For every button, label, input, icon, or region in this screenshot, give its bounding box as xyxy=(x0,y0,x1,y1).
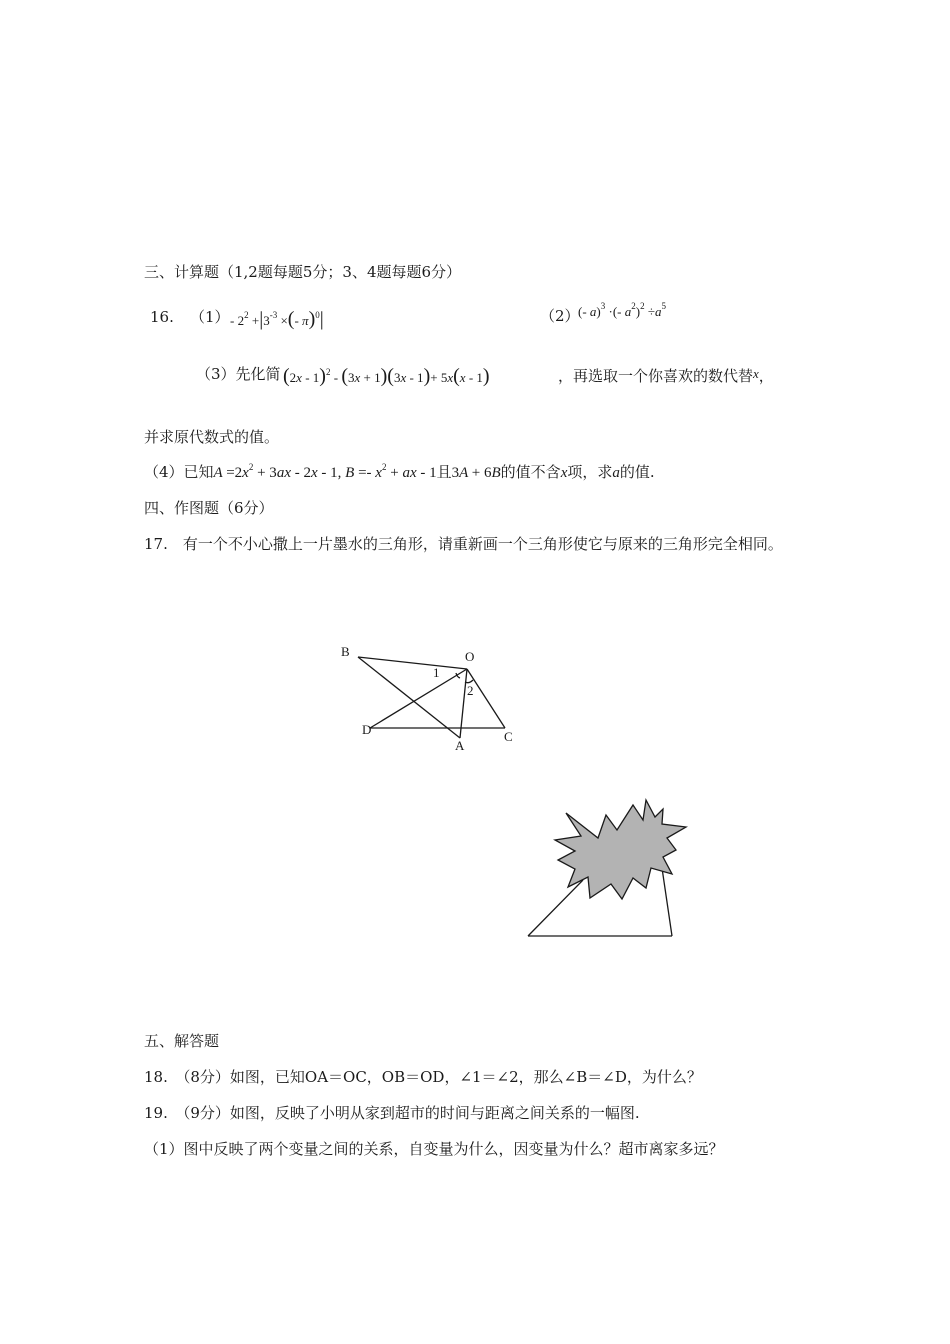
label-B: B xyxy=(341,644,350,659)
q19-sub1-text: （1）图中反映了两个变量之间的关系，自变量为什么，因变量为什么？超市离家多远？ xyxy=(144,1140,724,1158)
triangle-figure xyxy=(335,640,535,760)
q16-part3-after-text: ，再选取一个你喜欢的数代替 xyxy=(558,367,754,385)
q16-part2-expression: (- a)$^3$ ·(- $a^2)^2 \div a^5$ xyxy=(578,301,666,319)
q16-part4-text1: 的值不含 xyxy=(500,463,561,481)
q16-part4-x: x xyxy=(560,465,568,481)
q16-part2-label: （2） xyxy=(540,307,580,325)
q16-part3-expression: (2x - 1)$^2$ - (3x + 1)(3x - 1)+ 5x(x - 1) xyxy=(283,365,490,387)
q16-part3-after xyxy=(558,364,774,386)
q18-text: 18. （8分）如图，已知OA＝OC，OB＝OD，∠1＝∠2，那么∠B＝∠D，为什么？ xyxy=(144,1068,702,1086)
triangle-left-side xyxy=(528,880,583,936)
q19-text: 19. （9分）如图，反映了小明从家到超市的时间与距离之间关系的一幅图. xyxy=(144,1104,640,1122)
q16-number: 16. xyxy=(150,308,174,326)
section5-heading: 五、解答题 xyxy=(144,1032,220,1050)
label-A: A xyxy=(455,738,465,753)
q16-part3-var: x xyxy=(753,366,759,381)
q16-part3-continue: 并求原代数式的值。 xyxy=(144,428,280,446)
q16-part4-text3: 的值. xyxy=(619,463,655,481)
ink-blot-triangle-figure xyxy=(525,795,695,945)
q16-part3-comma: ， xyxy=(758,367,774,385)
section4-heading: 四、作图题（6分） xyxy=(144,499,274,517)
label-C: C xyxy=(504,729,513,744)
ink-blot xyxy=(555,800,686,899)
q16-part4-and: 且 xyxy=(436,463,452,481)
label-angle2: 2 xyxy=(467,683,474,698)
segment-OC xyxy=(467,669,505,728)
q17-text: 17. 有一个不小心撒上一片墨水的三角形，请重新画一个三角形使它与原来的三角形完全相同。 xyxy=(144,535,783,553)
section3-heading: 三、计算题（1,2题每题5分；3、4题每题6分） xyxy=(144,263,462,281)
q16-part4-label: （4）已知 xyxy=(144,463,214,481)
label-D: D xyxy=(362,722,372,737)
q16-part4-combo: 3A + 6B xyxy=(451,465,501,481)
label-O: O xyxy=(465,649,475,664)
q16-part4-text2: 项，求 xyxy=(567,463,613,481)
label-angle1: 1 xyxy=(433,665,440,680)
q16-part3-label: （3）先化简 xyxy=(196,365,281,383)
q16-part4-a: a xyxy=(612,465,620,481)
segment-BO xyxy=(358,657,467,669)
q16-part1-label: （1） xyxy=(190,308,230,326)
q16-part4 xyxy=(144,462,655,483)
q16-part4-A-def: $A =2x^2 + 3ax - 2x - 1$, $B =- x^2$ + ax - 1 xyxy=(213,462,437,481)
triangle-right-side xyxy=(662,868,672,936)
q16-part1-expression: - $2^2 +|3^{-3}$ ×(- π)$^0$| xyxy=(230,308,324,330)
